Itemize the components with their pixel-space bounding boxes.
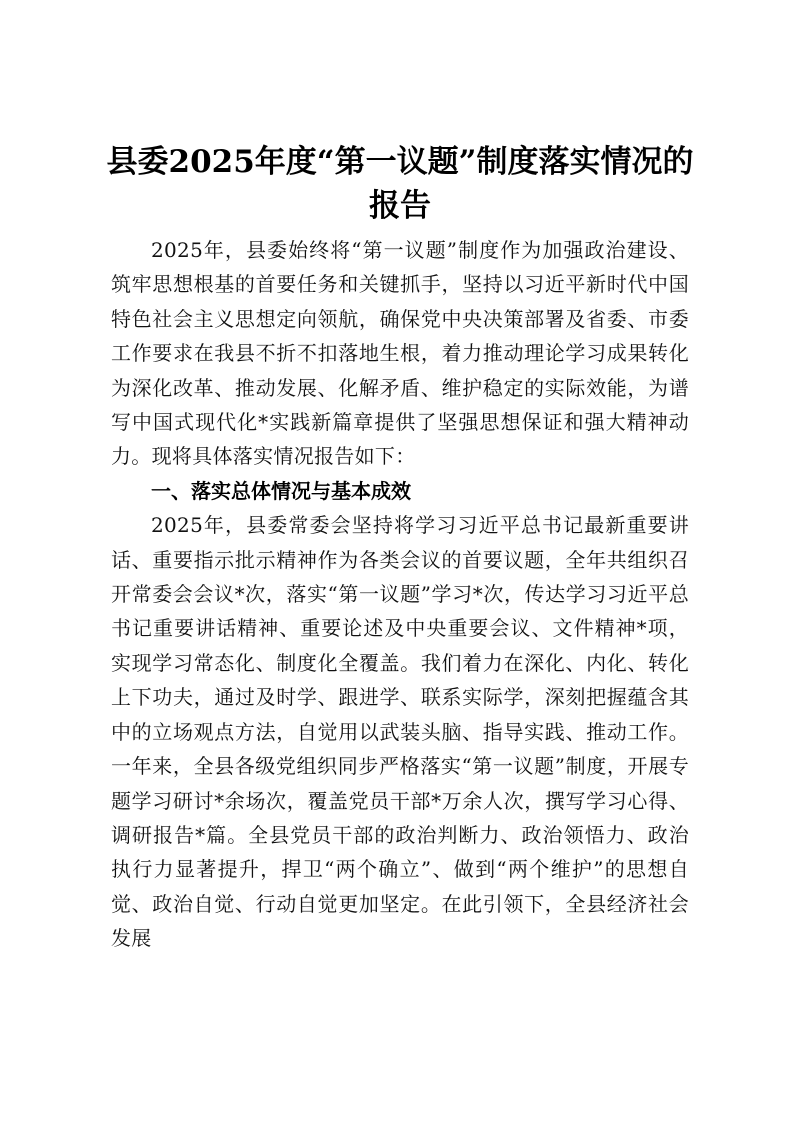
document-title: 县委2025年度“第一议题”制度落实情况的报告 (106, 144, 694, 224)
document-body (111, 233, 689, 956)
section-heading: 一、落实总体情况与基本成效 (151, 478, 411, 503)
intro-paragraph: 2025年，县委始终将“第一议题”制度作为加强政治建设、筑牢思想根基的首要任务和关键抓手，坚持以习近平新时代中国特色社会主义思想定向领航，确保党中央决策部署及省委、市委工作要求在我县不折不扣落地生根，着力推动理论学习成果转化为深化改革、推动发展、化解矛盾、维护稳定的实际效能，为谱写中国式现代化*实践新篇章提供了坚强思想保证和强大精神动力。现将具体落实情况报告如下： (111, 238, 689, 469)
body-paragraph: 2025年，县委常委会坚持将学习习近平总书记最新重要讲话、重要指示批示精神作为各类会议的首要议题，全年共组织召开常委会会议*次，落实“第一议题”学习*次，传达学习习近平总书记重要讲话精神、重要论述及中央重要会议、文件精神*项，实现学习常态化、制度化全覆盖。我们着力在深化、内化、转化上下功夫，通过及时学、跟进学、联系实际学，深刻把握蕴含其中的立场观点方法，自觉用以武装头脑、指导实践、推动工作。一年来，全县各级党组织同步严格落实“第一议题”制度，开展专题学习研讨*余场次，覆盖党员干部*万余人次，撰写学习心得、调研报告*篇。全县党员干部的政治判断力、政治领悟力、政治执行力显著提升，捍卫“两个确立”、做到“两个维护”的思想自觉、政治自觉、行动自觉更加坚定。在此引领下，全县经济社会发展 (111, 513, 689, 951)
